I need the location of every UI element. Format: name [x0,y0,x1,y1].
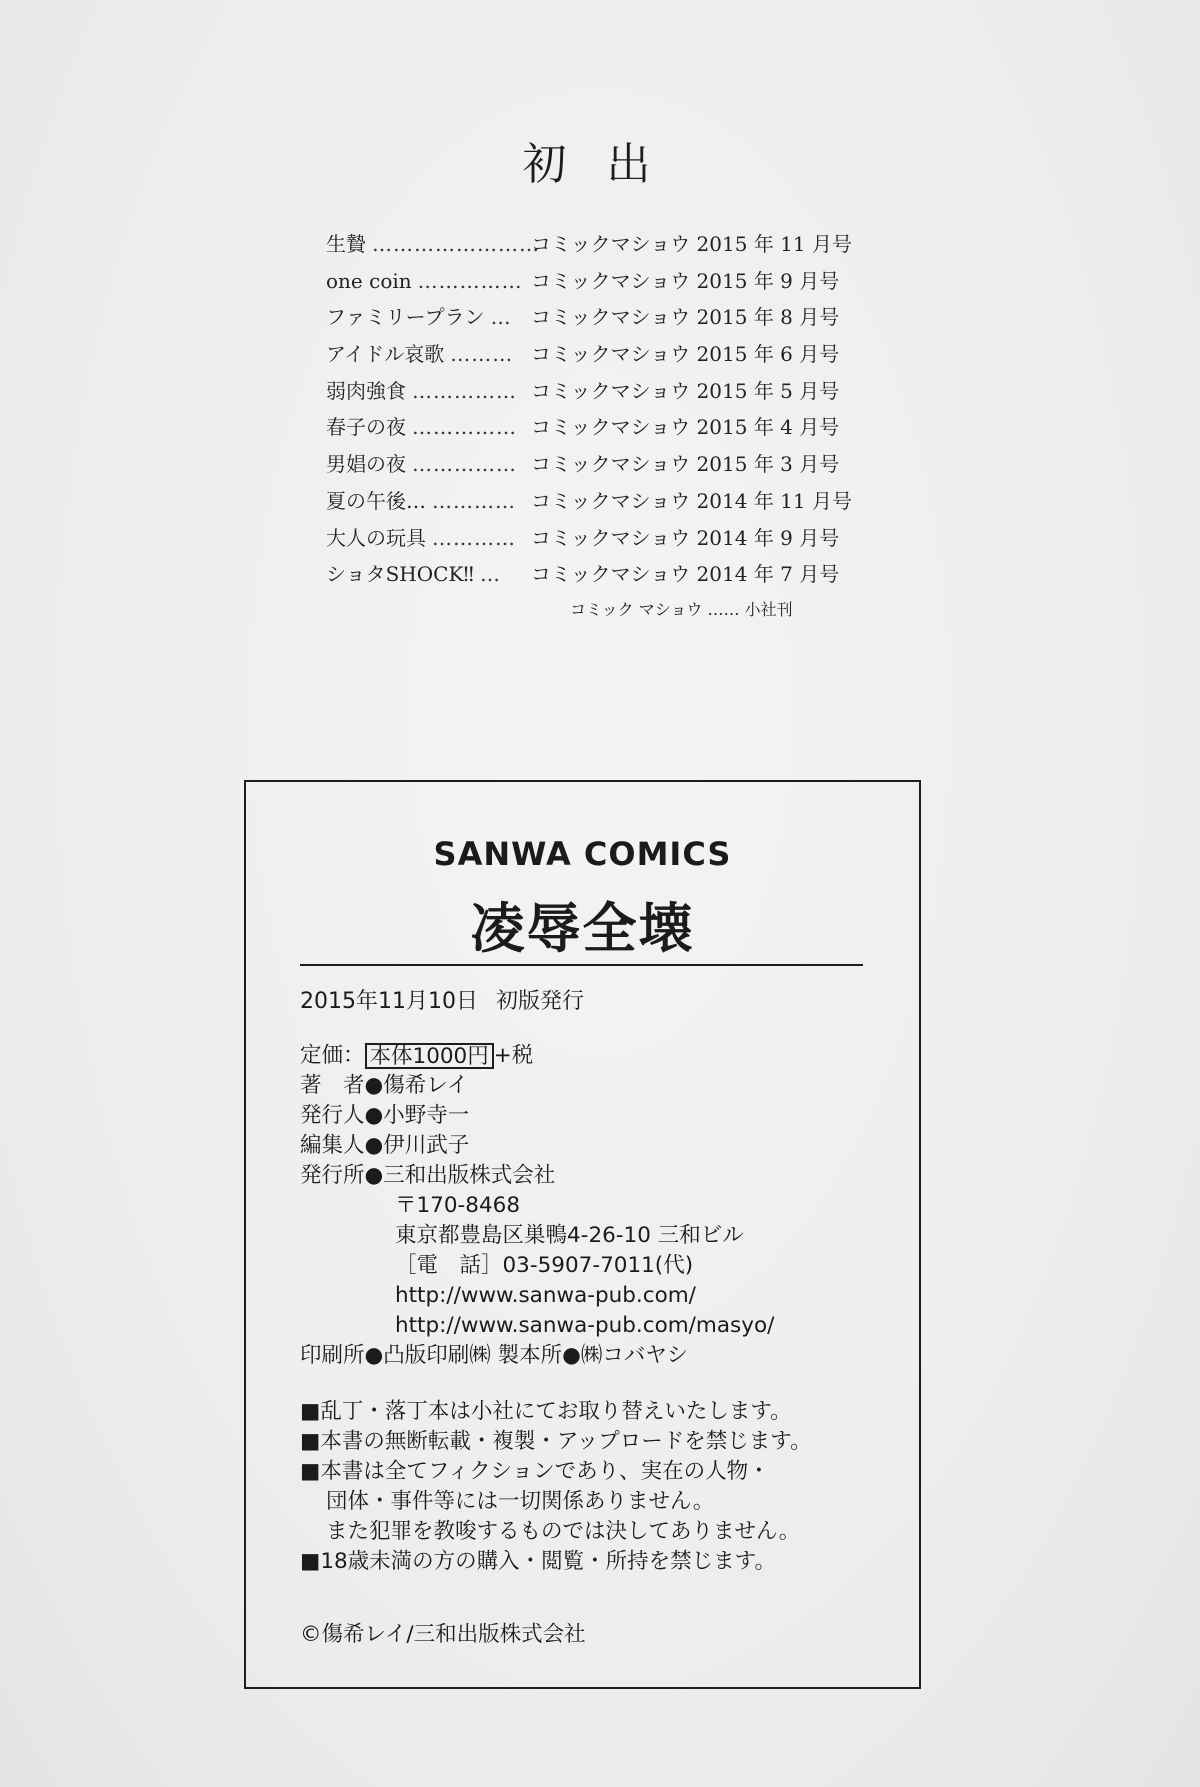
book-title: 凌辱全壊 [470,896,695,960]
edition-date: 2015年11月10日 [300,989,478,1014]
edition-line [300,984,584,1015]
story-title: ファミリープラン [326,305,485,330]
issuer-name: 小野寺一 [383,1103,470,1128]
list-item [326,556,886,593]
list-item [326,336,886,373]
story-source: コミックマショウ 2015 年 3 月号 [531,452,840,477]
publisher-label: 発行所● [300,1163,384,1188]
story-title: ショタSHOCK‼ [326,562,474,587]
story-source: コミックマショウ 2015 年 11 月号 [531,232,852,256]
story-title: 生贄 [326,232,366,256]
series-label: SANWA COMICS [433,835,732,873]
copyright: ©傷希レイ/三和出版株式会社 [300,1622,586,1647]
editor-name: 伊川武子 [383,1133,470,1158]
url-link: http://www.sanwa-pub.com/ [395,1283,696,1308]
editor-row [300,1131,880,1161]
story-title: 男娼の夜 [326,452,406,477]
story-title: 大人の玩具 [326,525,426,550]
list-item [326,520,886,557]
story-source: コミックマショウ 2015 年 9 月号 [531,268,840,293]
author-label: 著 者● [300,1073,384,1098]
list-item [326,226,886,263]
notice-item: ■本書は全てフィクションであり、実在の人物・ [300,1459,770,1484]
leader-dots: … [479,562,501,587]
colophon-info [300,1041,880,1371]
printing-row: 印刷所●凸版印刷㈱ 製本所●㈱コバヤシ [300,1343,689,1368]
notice-item: ■乱丁・落丁本は小社にてお取り替えいたします。 [300,1399,792,1424]
publisher-note: コミック マショウ …… 小社刊 [570,600,793,619]
story-source: コミックマショウ 2014 年 11 月号 [531,488,852,513]
notice-item: 団体・事件等には一切関係ありません。 [326,1489,715,1514]
phone: ［電 話］03-5907-7011(代) [395,1253,694,1278]
story-title: 夏の午後… [326,488,426,513]
address: 東京都豊島区巣鴨4-26-10 三和ビル [395,1223,744,1248]
list-item [326,409,886,446]
list-item [326,299,886,336]
story-title: one coin [326,268,412,293]
leader-dots: ………… [432,525,516,550]
story-source: コミックマショウ 2015 年 8 月号 [531,305,840,330]
story-title: 弱肉強食 [326,378,406,403]
postal-code: 〒170-8468 [395,1193,521,1218]
leader-dots: …………… [417,268,523,293]
leader-dots: …………… [412,378,517,403]
notice-item: また犯罪を教唆するものでは決してありません。 [326,1519,801,1544]
story-title: アイドル哀歌 [326,342,445,367]
first-publication-list [326,226,886,593]
edition-label: 初版発行 [495,989,584,1014]
list-item [326,373,886,410]
story-source: コミックマショウ 2014 年 7 月号 [531,562,840,587]
list-item [326,263,886,300]
leader-dots: … [490,305,512,330]
leader-dots: ……… [450,342,514,367]
leader-dots: …………………… [372,232,540,256]
author-row [300,1071,880,1101]
story-source: コミックマショウ 2015 年 5 月号 [531,378,840,403]
story-source: コミックマショウ 2015 年 4 月号 [531,415,840,440]
story-title: 春子の夜 [326,415,406,440]
notice-item: ■本書の無断転載・複製・アップロードを禁じます。 [300,1429,812,1454]
issuer-label: 発行人● [300,1103,384,1128]
notices [300,1397,900,1577]
price-tax: +税 [493,1043,534,1068]
leader-dots: …………… [412,452,517,477]
editor-label: 編集人● [300,1133,384,1158]
publisher-row [300,1161,880,1191]
list-item [326,446,886,483]
publisher-name: 三和出版株式会社 [383,1163,556,1188]
list-item [326,483,886,520]
price-boxed: 本体1000円 [365,1043,494,1069]
leader-dots: ………… [432,488,516,513]
author-name: 傷希レイ [383,1073,469,1098]
story-source: コミックマショウ 2015 年 6 月号 [531,342,840,367]
issuer-row [300,1101,880,1131]
url-link: http://www.sanwa-pub.com/masyo/ [395,1313,775,1338]
price-row [300,1041,880,1071]
story-source: コミックマショウ 2014 年 9 月号 [531,525,840,550]
notice-item: ■18歳未満の方の購入・閲覧・所持を禁じます。 [300,1549,776,1574]
colophon-box [244,780,921,1689]
price-label: 定価： [300,1043,365,1068]
leader-dots: …………… [412,415,517,440]
first-publication-heading: 初出 [522,139,691,190]
title-divider [300,964,863,966]
